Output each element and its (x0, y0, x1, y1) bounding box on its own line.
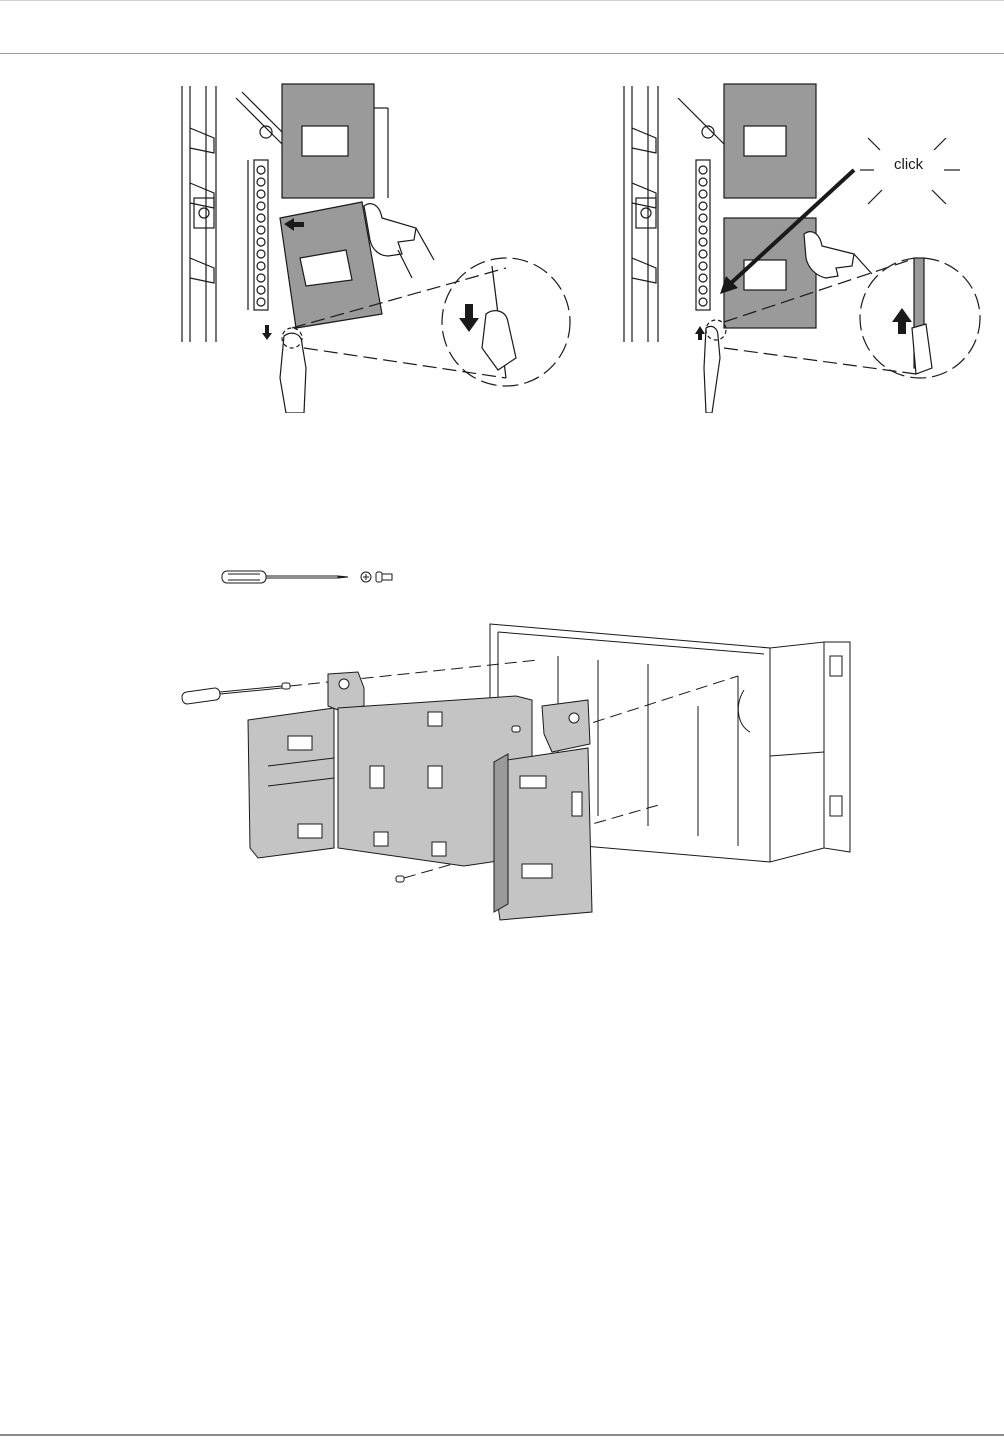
hand-icon (280, 328, 306, 413)
hand-icon (804, 232, 872, 278)
seated-module (724, 218, 816, 328)
upper-module (282, 84, 388, 198)
click-label: click (894, 156, 924, 173)
upper-module (724, 84, 816, 198)
washer-icon (361, 572, 371, 582)
up-arrow-icon (695, 326, 705, 340)
terminal-strip (236, 92, 288, 310)
terminal-strip (678, 98, 728, 310)
cabinet-rail-lines (182, 86, 216, 342)
click-module-figure (616, 78, 988, 413)
insert-module-figure (176, 78, 588, 413)
bracket-assembly-figure (178, 616, 878, 928)
down-arrow-icon (262, 325, 272, 340)
hand-icon (364, 204, 434, 278)
screw-icon (376, 572, 392, 582)
screwdriver-icon (181, 686, 282, 705)
hand-icon (704, 320, 726, 413)
required-tools-figure (218, 566, 398, 588)
footer-rule (0, 1434, 1004, 1436)
screwdriver-icon (222, 571, 348, 583)
header-rule (0, 53, 1004, 54)
top-edge-rule (0, 0, 1004, 1)
cabinet-rail-lines (624, 86, 658, 342)
click-burst (860, 138, 960, 204)
